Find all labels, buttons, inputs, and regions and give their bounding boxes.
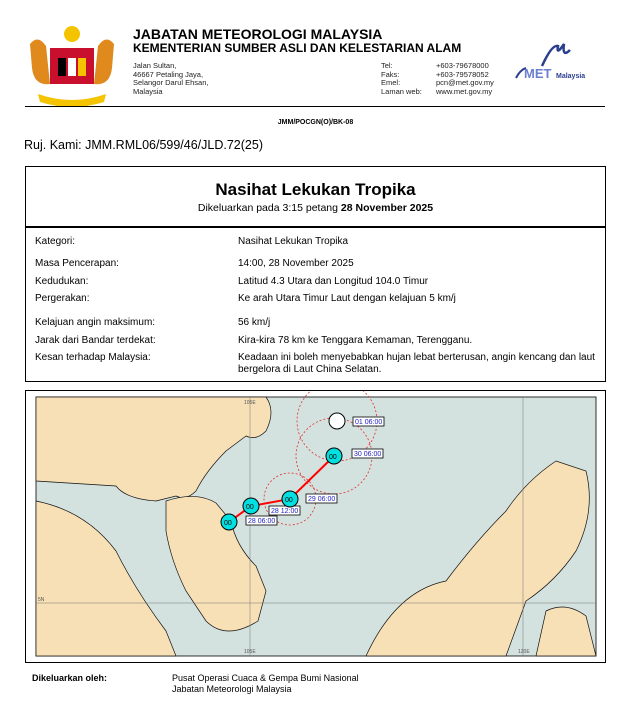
org-name: JABATAN METEOROLOGI MALAYSIA bbox=[133, 26, 383, 42]
track-time-label: 29 06:00 bbox=[308, 496, 336, 503]
track-time-label: 28 12:00 bbox=[271, 508, 299, 515]
detail-label: Kesan terhadap Malaysia: bbox=[35, 352, 151, 363]
detail-row bbox=[35, 352, 598, 376]
issued-by-label: Dikeluarkan oleh: bbox=[32, 673, 108, 683]
issuer-line: Pusat Operasi Cuaca & Gempa Bumi Nasional bbox=[172, 673, 359, 683]
detail-value: 56 km/j bbox=[238, 317, 271, 328]
track-time-label: 30 06:00 bbox=[354, 451, 382, 458]
svg-text:00: 00 bbox=[246, 504, 254, 511]
header-divider bbox=[25, 106, 605, 107]
contact-value: +603-79678000 bbox=[436, 61, 489, 70]
contact-value[interactable]: pcn@met.gov.my bbox=[436, 78, 494, 88]
reference-number: Ruj. Kami: JMM.RML06/599/46/JLD.72(25) bbox=[24, 138, 263, 152]
contact-label: Emel: bbox=[381, 78, 401, 88]
detail-label: Kelajuan angin maksimum: bbox=[35, 317, 156, 328]
address-line: Malaysia bbox=[133, 86, 163, 96]
detail-value: Keadaan ini boleh menyebabkan hujan lebat berterusan, angin kencang dan laut bergelora di Laut China Selatan. bbox=[238, 352, 595, 375]
svg-text:00: 00 bbox=[329, 454, 337, 461]
detail-value: Kira-kira 78 km ke Tenggara Kemaman, Terengganu. bbox=[238, 335, 473, 346]
contact-label: Laman web: bbox=[381, 86, 422, 96]
detail-label: Pergerakan: bbox=[35, 293, 90, 304]
detail-label: Masa Pencerapan: bbox=[35, 258, 119, 269]
ministry-name: KEMENTERIAN SUMBER ASLI DAN KELESTARIAN ALAM bbox=[133, 41, 462, 55]
contact-label: Faks: bbox=[381, 69, 400, 79]
detail-row bbox=[35, 236, 598, 248]
contact-value: +603-79578052 bbox=[436, 69, 489, 79]
detail-label: Kategori: bbox=[35, 236, 76, 247]
issued-time bbox=[26, 202, 605, 214]
detail-value: 14:00, 28 November 2025 bbox=[238, 258, 354, 269]
detail-row bbox=[35, 276, 598, 288]
address bbox=[133, 62, 208, 96]
form-code: JMM/POCGN(O)/BK-08 bbox=[277, 119, 354, 126]
grid-label: 5N bbox=[38, 597, 45, 603]
met-malaysia-logo bbox=[512, 40, 604, 82]
issued-by bbox=[172, 673, 359, 695]
svg-text:00: 00 bbox=[224, 520, 232, 527]
detail-value: Ke arah Utara Timur Laut dengan kelajuan 5 km/j bbox=[238, 293, 456, 304]
forecast-track-map bbox=[26, 391, 605, 662]
detail-row bbox=[35, 335, 598, 347]
malaysia-coat-of-arms-logo bbox=[24, 24, 120, 108]
detail-row bbox=[35, 317, 598, 329]
grid-label: 105E bbox=[244, 649, 256, 655]
contact-value[interactable]: www.met.gov.my bbox=[436, 86, 493, 96]
issued-date: 28 November 2025 bbox=[340, 202, 434, 214]
title-box bbox=[25, 166, 606, 227]
issuer-line: Jabatan Meteorologi Malaysia bbox=[172, 684, 292, 694]
contact-label: Tel: bbox=[381, 61, 393, 70]
address-line: Jalan Sultan, bbox=[133, 61, 177, 70]
advisory-title: Nasihat Lekukan Tropika bbox=[215, 180, 416, 199]
detail-value: Nasihat Lekukan Tropika bbox=[238, 236, 349, 247]
forecast-track-map-box bbox=[25, 390, 606, 663]
grid-label: 105E bbox=[244, 400, 256, 406]
address-line: 46667 Petaling Jaya, bbox=[133, 69, 204, 79]
detail-row bbox=[35, 258, 598, 270]
address-line: Selangor Darul Ehsan, bbox=[133, 78, 209, 88]
detail-row bbox=[35, 293, 598, 305]
issued-prefix: Dikeluarkan pada 3:15 petang bbox=[197, 202, 341, 214]
track-time-label: 01 06:00 bbox=[355, 419, 383, 426]
detail-label: Kedudukan: bbox=[35, 276, 89, 287]
grid-label: 120E bbox=[518, 649, 530, 655]
contact-info bbox=[381, 62, 494, 96]
detail-label: Jarak dari Bandar terdekat: bbox=[35, 335, 156, 346]
svg-text:Malaysia: Malaysia bbox=[556, 73, 586, 80]
svg-text:00: 00 bbox=[285, 497, 293, 504]
track-time-label: 28 06:00 bbox=[248, 518, 276, 525]
details-box bbox=[25, 227, 606, 382]
svg-text:MET: MET bbox=[524, 66, 552, 81]
detail-value: Latitud 4.3 Utara dan Longitud 104.0 Timur bbox=[238, 276, 429, 287]
